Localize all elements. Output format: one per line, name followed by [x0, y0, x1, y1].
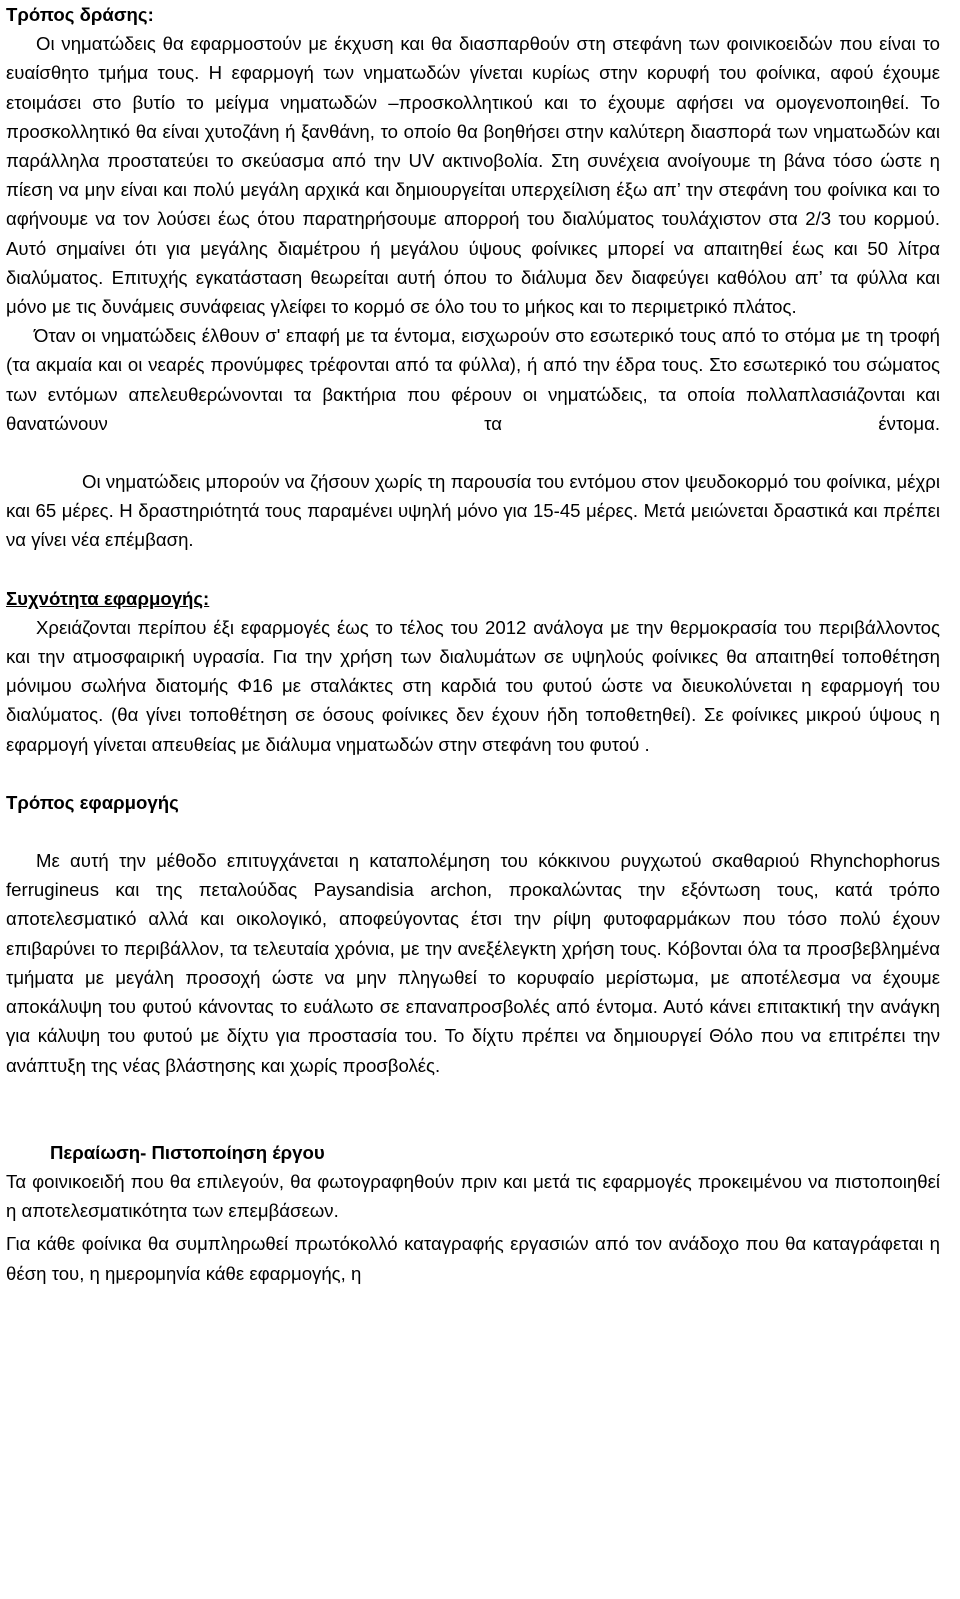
- paragraph-completion-1: Τα φοινικοειδή που θα επιλεγούν, θα φωτογραφηθούν πριν και μετά τις εφαρμογές προκειμένου να πιστοποιηθεί η αποτελεσματικότητα των επεμβάσεων.: [6, 1170, 940, 1222]
- spacer: [6, 1080, 940, 1138]
- paragraph-frequency-1: Χρειάζονται περίπου έξι εφαρμογές έως το τέλος του 2012 ανάλογα με την θερμοκρασία του περιβάλλοντος και την ατμοσφαιρική υγρασία. Για την χρήση των διαλυμάτων σε υψηλούς φοίνικες θα απαιτηθεί τοποθέτηση μόνιμου σωλήνα διατομής Φ16 με σταλάκτες στη καρδιά του φυτού ώστε να διευκολύνεται η εφαρμογή του διαλύματος. (θα γίνει τοποθέτηση σε όσους φοίνικες δεν έχουν ήδη τοποθετηθεί). Σε φοίνικες μικρού ύψους η εφαρμογή γίνεται απευθείας με διάλυμα νηματωδών στην στεφάνη του φυτού .: [6, 616, 940, 755]
- paragraph-method-1: Οι νηματώδεις θα εφαρμοστούν με έκχυση και θα διασπαρθούν στη στεφάνη των φοινικοειδών που είναι το ευαίσθητο τμήμα τους. Η εφαρμογή των νηματωδών γίνεται κυρίως στην κορυφή του φοίνικα, αφού έχουμε ετοιμάσει στο βυτίο το μείγμα νηματωδών –προσκολλητικού και το έχουμε αφήσει να ομογενοποιηθεί. Το προσκολλητικό θα είναι χυτοζάνη ή ξανθάνη, το οποίο θα βοηθήσει στην καλύτερη διασπορά των νηματωδών και παράλληλα προστατεύει το σκεύασμα από την UV ακτινοβολία. Στη συνέχεια ανοίγουμε τη βάνα τόσο ώστε η πίεση να μην είναι και πολύ μεγάλη αρχικά και δημιουργείται υπερχείλιση έξω απ’ την στεφάνη του φοίνικα και το αφήνουμε να τον λούσει έως ότου παρατηρήσουμε απορροή του διαλύματος τουλάχιστον στα 2/3 του κορμού. Αυτό σημαίνει ότι για μεγάλης διαμέτρου ή μεγάλου ύψους φοίνικες μπορεί να απαιτηθεί έως και 50 λίτρα διαλύματος. Επιτυχής εγκατάσταση θεωρείται αυτή όπου το διάλυμα δεν διαφεύγει καθόλου απ’ τα φύλλα και μόνο με τις δυνάμεις συνάφειας γλείφει το κορμό σε όλο του το μήκος και το περιμετρικό πλάτος.: [6, 33, 940, 318]
- heading-completion: Περαίωση- Πιστοποίηση έργου: [50, 1141, 325, 1163]
- spacer: [6, 759, 940, 788]
- paragraph-method-2: Όταν οι νηματώδεις έλθουν σ' επαφή με τα έντομα, εισχωρούν στο εσωτερικό τους από το στόμα με τη τροφή (τα ακμαία και οι νεαρές προνύμφες τρέφονται από τα φύλλα), ή από την έδρα τους. Στο εσωτερικό του σώματος των εντόμων απελευθερώνονται τα βακτήρια που φέρουν οι νηματώδεις, τα οποία πολλαπλασιάζονται και θανατώνουν τα έντομα.: [6, 325, 940, 434]
- paragraph-completion-2: Για κάθε φοίνικα θα συμπληρωθεί πρωτόκολλό καταγραφής εργασιών από τον ανάδοχο που θα καταγράφεται η θέση του, η ημερομηνία κάθε εφαρμογής, η: [6, 1233, 940, 1284]
- paragraph-application-1: Με αυτή την μέθοδο επιτυγχάνεται η καταπολέμηση του κόκκινου ρυγχωτού σκαθαριού Rhynchophorus ferrugineus και της πεταλούδας Paysandisia archon, προκαλώντας την εξόντωση τους, κατά τρόπο αποτελεσματικό αλλά και οικολογικό, αποφεύγοντας έτσι την ρίψη φυτοφαρμάκων που τόσο πολύ έχουν επιβαρύνει το περιβάλλον, τα τελευταία χρόνια, με την ανεξέλεγκτη χρήση τους. Κόβονται όλα τα προσβεβλημένα τμήματα με μεγάλη προσοχή ώστε να μην πληγωθεί το κορυφαίο μερίστωμα, με αποτέλεσμα να έχουμε αποκάλυψη του φυτού κάνοντας το ευάλωτο σε επαναπροσβολές από έντομα. Αυτό κάνει επιτακτική την ανάγκη για κάλυψη του φυτού με δίχτυ για προστασία του. Το δίχτυ πρέπει να δημιουργεί Θόλο που να επιτρέπει την ανάπτυξη της νέας βλάστησης και χωρίς προσβολές.: [6, 850, 940, 1076]
- heading-method: Τρόπος δράσης:: [6, 4, 154, 25]
- spacer: [6, 555, 940, 584]
- heading-application: Τρόπος εφαρμογής: [6, 791, 179, 813]
- heading-frequency: Συχνότητα εφαρμογής:: [6, 587, 210, 609]
- spacer: [6, 438, 940, 467]
- paragraph-method-3: Οι νηματώδεις μπορούν να ζήσουν χωρίς τη παρουσία του εντόμου στον ψευδοκορμό του φοίνικα, μέχρι και 65 μέρες. Η δραστηριότητά τους παραμένει υψηλή μόνο για 15-45 μέρες. Μετά μειώνεται δραστικά και πρέπει να γίνει νέα επέμβαση.: [6, 471, 940, 551]
- spacer: [6, 817, 940, 846]
